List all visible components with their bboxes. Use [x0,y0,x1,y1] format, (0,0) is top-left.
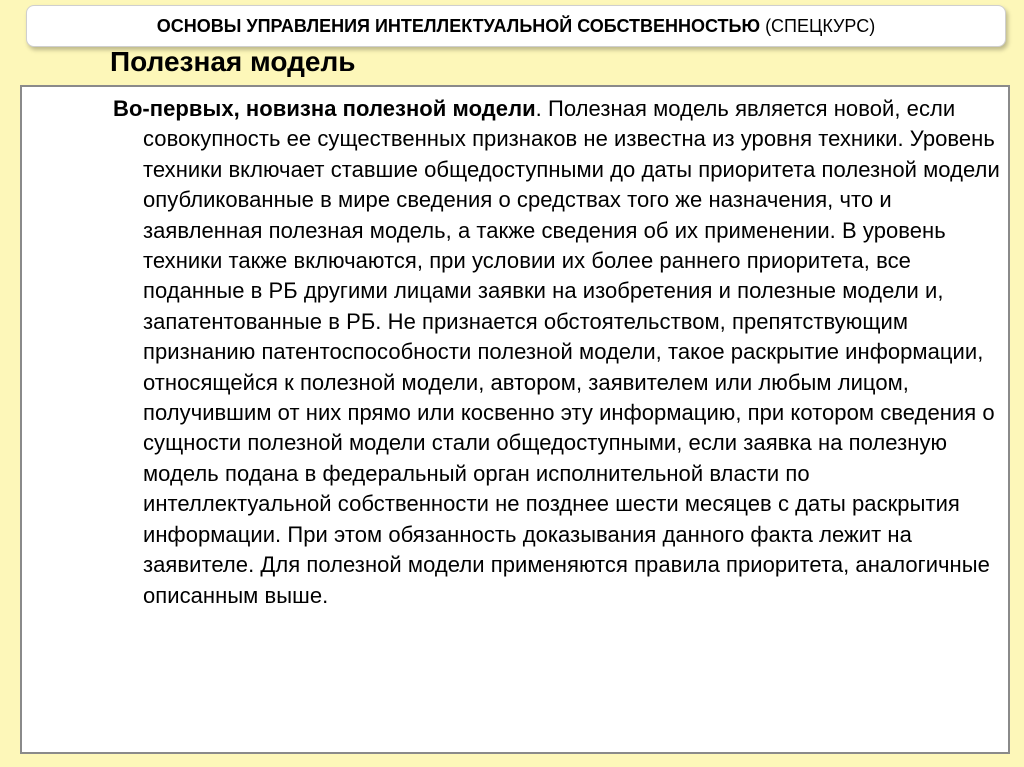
header-title [157,16,875,37]
header-title-main: ОСНОВЫ УПРАВЛЕНИЯ ИНТЕЛЛЕКТУАЛЬНОЙ СОБСТВЕННОСТЬЮ [156,15,761,36]
header-title-sub: (СПЕЦКУРС) [765,15,876,36]
lead-phrase: Во-первых, новизна полезной модели [113,96,536,121]
body-paragraph [113,94,1003,611]
header-banner [26,5,1006,47]
body-text: . Полезная модель является новой, если совокупность ее существенных признаков не известна из уровня техники. Уровень техники включает ставшие общедоступными до даты приоритета полезной модели опубликованные в мире сведения о средствах того же назначения, что и заявленная полезная модель, а также сведения об их применении. В уровень техники также включаются, при условии их более раннего приоритета, все поданные в РБ другими лицами заявки на изобретения и полезные модели и, запатентованные в РБ. Не признается обстоятельством, препятствующим признанию патентоспособности полезной модели, такое раскрытие информации, относящейся к полезной модели, автором, заявителем или любым лицом, получившим от них прямо или косвенно эту информацию, при котором сведения о сущности полезной модели стали общедоступными, если заявка на полезную модель подана в федеральный орган исполнительной власти по интеллектуальной собственности не позднее шести месяцев с даты раскрытия информации. При этом обязанность доказывания данного факта лежит на заявителе. Для полезной модели применяются правила приоритета, аналогичные описанным выше. [143,96,1000,608]
content-panel [20,85,1010,754]
slide-title: Полезная модель [110,46,356,77]
